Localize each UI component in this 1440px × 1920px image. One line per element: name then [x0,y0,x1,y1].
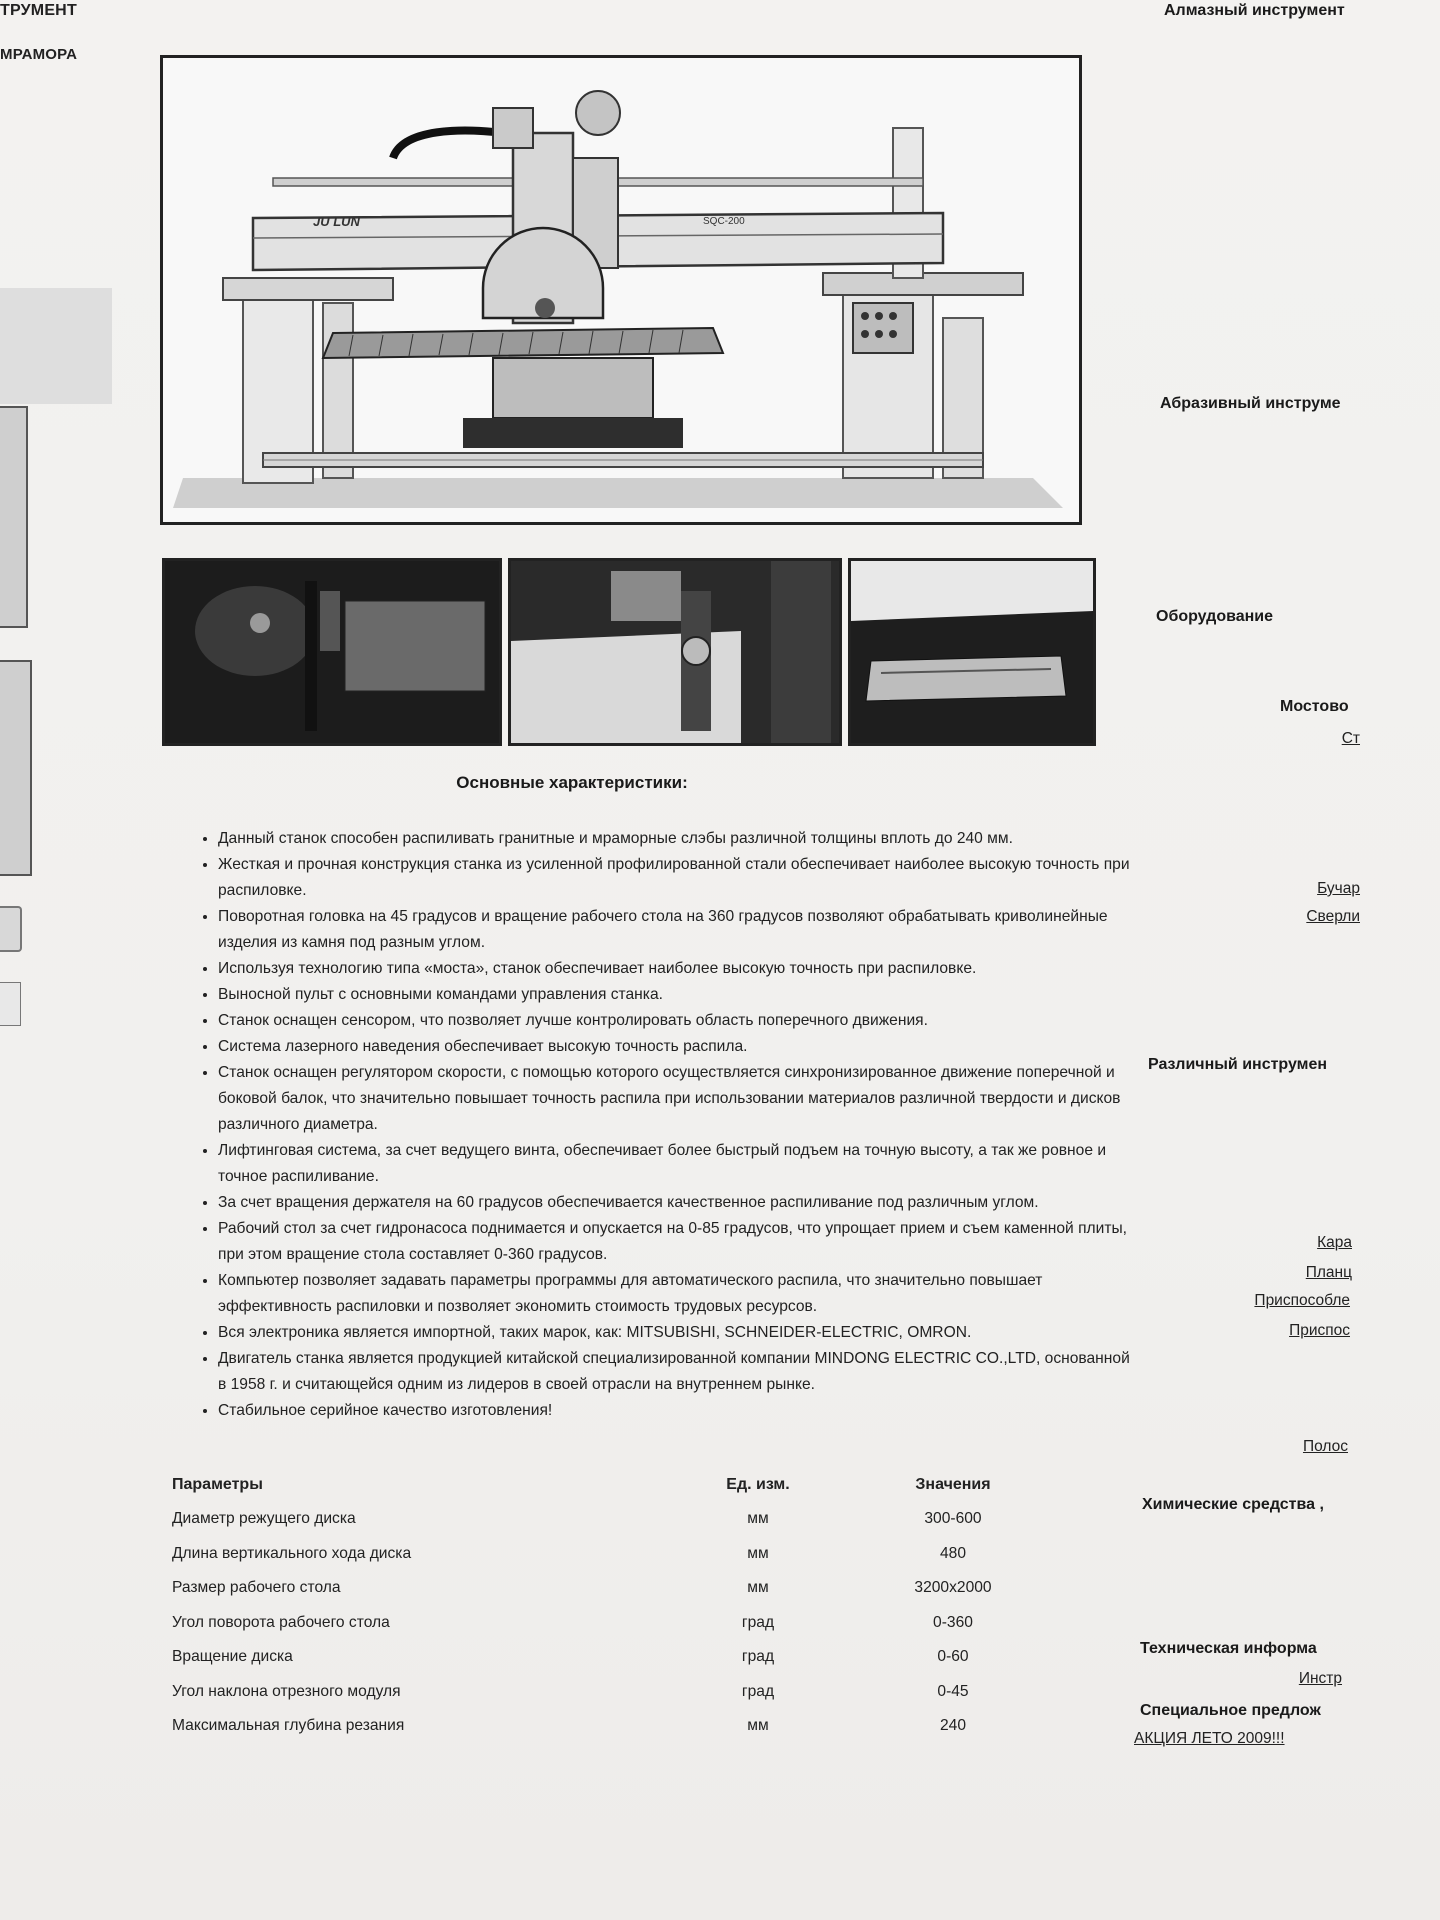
feature-item: • Поворотная головка на 45 градусов и вращение рабочего стола на 360 градусов позволяют обрабатывать криволинейные изделия из камня под разным углом. [218,904,1138,956]
param-name: Максимальная глубина резания [172,1717,405,1735]
param-name: Диаметр режущего диска [172,1510,356,1528]
feature-item: • Вся электроника является импортной, таких марок, как: MITSUBISHI, SCHNEIDER-ELECTRIC, OMRON. [218,1320,1138,1346]
param-unit: град [741,1682,775,1700]
left-product-image-2[interactable] [0,660,32,876]
feature-item: • Стабильное серийное качество изготовления! [218,1398,1138,1424]
main-machine-photo [160,55,1082,525]
param-unit: град [741,1613,775,1631]
feature-item: • За счет вращения держателя на 60 градусов обеспечивается качественное распиливание под различным углом. [218,1190,1138,1216]
sidebar-heading-equipment[interactable]: Оборудование [1156,608,1274,625]
control-panel-shape [853,303,913,353]
left-banner-image [0,288,112,404]
table-header-row [168,1468,1058,1502]
table-row [168,1675,1058,1710]
left-product-image-1[interactable] [0,406,28,628]
bridge-saw-machine-illustration [163,58,1079,522]
detail-photo-1-illustration [165,561,499,743]
feature-item: • Компьютер позволяет задавать параметры программы для автоматического распила, что значительно повышает эффективность распиловки и позволяет экономить стоимость трудовых ресурсов. [218,1268,1138,1320]
sidebar-link-sverl[interactable]: Сверли [1306,908,1360,925]
param-value: 240 [939,1717,967,1735]
sidebar-link-buchar[interactable]: Бучар [1317,880,1360,897]
param-unit: мм [747,1579,769,1597]
sidebar-link-plan[interactable]: Планц [1305,1264,1352,1281]
sidebar-link-prisposoble-2[interactable]: Приспос [1289,1322,1350,1339]
feature-item: • Данный станок способен распиливать гранитные и мраморные слэбы различной толщины вплоть до 240 мм. [218,826,1138,852]
left-heading-instrument: ТРУМЕНТ [0,2,77,19]
param-name: Длина вертикального хода диска [172,1544,412,1562]
param-value: 300-600 [924,1510,982,1528]
feature-item: • Станок оснащен регулятором скорости, с помощью которого осуществляется синхронизированное движение поперечной и боковой балок, что значительно повышает точность распила при использовании материалов различной твердости и дисков различного диаметра. [218,1060,1138,1138]
feature-item: • Лифтинговая система, за счет ведущего винта, обеспечивает более быстрый подъем на точную высоту, а так же ровное и точное распиливание. [218,1138,1138,1190]
features-list [188,826,1138,1424]
sidebar-link-akcia[interactable]: АКЦИЯ ЛЕТО 2009!!! [1134,1730,1285,1747]
sidebar-link-prisposoble-1[interactable]: Приспособле [1254,1292,1350,1309]
param-unit: мм [747,1717,769,1735]
header-value: Значения [915,1476,991,1493]
feature-item: • Система лазерного наведения обеспечивает высокую точность распила. [218,1034,1138,1060]
table-row [168,1709,1058,1744]
param-name: Угол наклона отрезного модуля [172,1682,401,1700]
table-row [168,1571,1058,1606]
sidebar-heading-abrasive[interactable]: Абразивный инструме [1160,395,1341,412]
sidebar-heading-diamond[interactable]: Алмазный инструмент [1164,2,1345,19]
param-value: 0-45 [937,1682,969,1700]
sidebar-heading-various[interactable]: Различный инструмен [1148,1056,1328,1073]
detail-photo-2 [508,558,842,746]
table-row [168,1537,1058,1572]
param-value: 0-60 [937,1648,969,1666]
param-name: Угол поворота рабочего стола [172,1613,390,1631]
sidebar-heading-tech-info[interactable]: Техническая информа [1140,1640,1317,1657]
feature-item: • Жесткая и прочная конструкция станка из усиленной профилированной стали обеспечивает наиболее высокую точность при распиловке. [218,852,1138,904]
parameters-table [168,1468,1058,1744]
left-badge-icon[interactable] [0,906,22,952]
detail-photo-2-illustration [511,561,839,743]
table-row [168,1502,1058,1537]
machine-brand-label: JU LUN [313,214,360,229]
sidebar-heading-bridge[interactable]: Мостово [1280,698,1349,715]
table-row [168,1606,1058,1641]
sidebar-link-instr[interactable]: Инстр [1298,1670,1342,1687]
feature-item: • Рабочий стол за счет гидронасоса поднимается и опускается на 0-85 градусов, что упрощает прием и съем каменной плиты, при этом вращение стола составляет 0-360 градусов. [218,1216,1138,1268]
param-name: Вращение диска [172,1648,293,1666]
sidebar-heading-chemical[interactable]: Химические средства , [1142,1496,1324,1513]
param-name: Размер рабочего стола [172,1579,341,1597]
detail-photo-3 [848,558,1096,746]
left-input-box[interactable] [0,982,21,1026]
param-unit: град [741,1648,775,1666]
table-row [168,1640,1058,1675]
sidebar-link-polos[interactable]: Полос [1302,1438,1348,1455]
param-value: 3200x2000 [914,1579,992,1597]
header-unit: Ед. изм. [726,1476,790,1493]
left-heading-marble: МРАМОРА [0,46,78,63]
param-value: 480 [939,1544,967,1562]
sidebar-heading-special[interactable]: Специальное предлож [1140,1702,1321,1719]
detail-photo-3-illustration [851,561,1093,743]
feature-item: • Используя технологию типа «моста», станок обеспечивает наиболее высокую точность при распиловке. [218,956,1138,982]
param-unit: мм [747,1510,769,1528]
sidebar-link-st[interactable]: Ст [1341,730,1360,747]
param-unit: мм [747,1544,769,1562]
feature-item: • Выносной пульт с основными командами управления станка. [218,982,1138,1008]
feature-item: • Двигатель станка является продукцией китайской специализированной компании MINDONG ELECTRIC CO.,LTD, основанной в 1958 г. и считающейся одним из лидеров в своей отрасли на внутреннем рынке. [218,1346,1138,1398]
header-parameter: Параметры [172,1476,263,1493]
sidebar-link-kara[interactable]: Кара [1317,1234,1352,1251]
param-value: 0-360 [933,1613,973,1631]
detail-photo-1 [162,558,502,746]
features-title: Основные характеристики: [456,773,688,792]
machine-model-label: SQC-200 [703,216,745,227]
feature-item: • Станок оснащен сенсором, что позволяет лучше контролировать область поперечного движения. [218,1008,1138,1034]
